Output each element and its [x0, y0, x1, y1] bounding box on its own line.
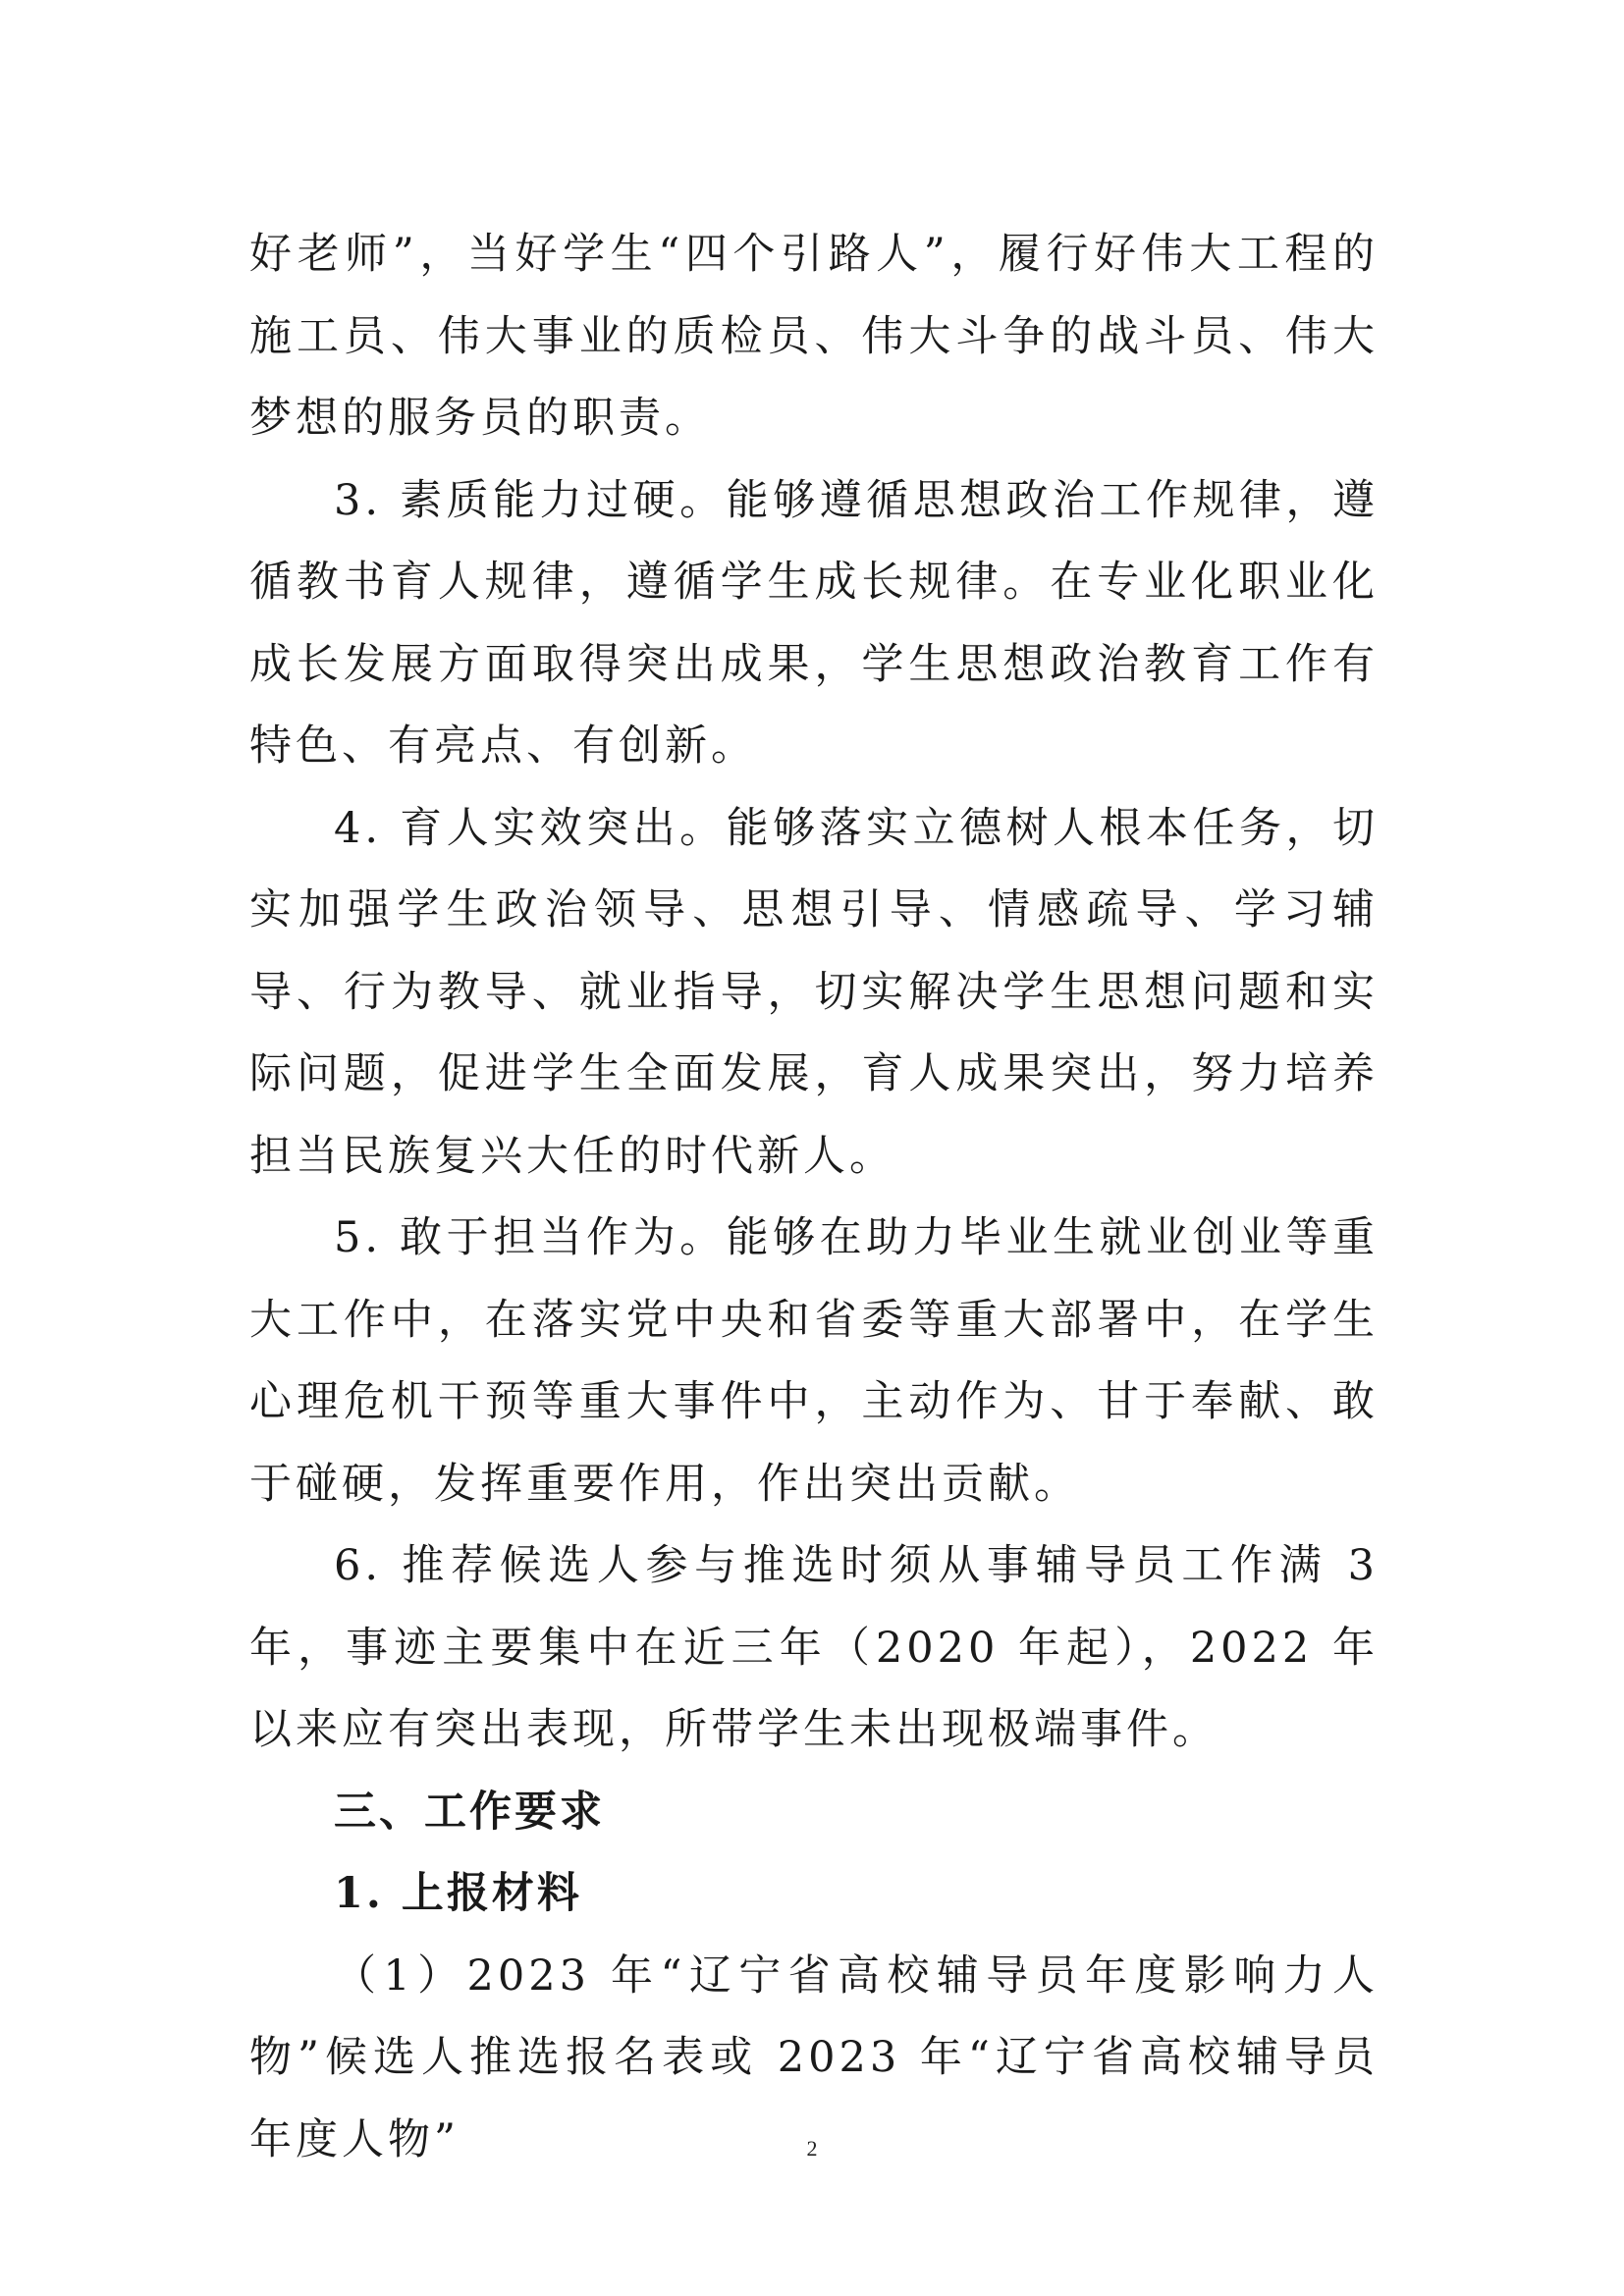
paragraph-continuation: 好老师”，当好学生“四个引路人”，履行好伟大工程的施工员、伟大事业的质检员、伟大斗争的战斗员、伟大梦想的服务员的职责。 — [249, 230, 1379, 443]
paragraph-criterion-5: 5. 敢于担当作为。能够在助力毕业生就业创业等重大工作中，在落实党中央和省委等重大部署中，在学生心理危机干预等重大事件中，主动作为、甘于奉献、敢于碰硬，发挥重要作用，作出突出贡献。 — [249, 1213, 1379, 1509]
page-number: 2 — [806, 2136, 818, 2161]
sub-heading-submit-materials: 1. 上报材料 — [334, 1869, 582, 1918]
document-page — [249, 214, 1379, 2181]
paragraph-criterion-6: 6. 推荐候选人参与推选时须从事辅导员工作满 3 年，事迹主要集中在近三年（2020 年起），2022 年以来应有突出表现，所带学生未出现极端事件。 — [249, 1541, 1379, 1754]
paragraph-criterion-4: 4. 育人实效突出。能够落实立德树人根本任务，切实加强学生政治领导、思想引导、情感疏导、学习辅导、行为教导、就业指导，切实解决学生思想问题和实际问题，促进学生全面发展，育人成果突出，努力培养担当民族复兴大任的时代新人。 — [249, 803, 1379, 1181]
paragraph-materials-item-1: （1）2023 年“辽宁省高校辅导员年度影响力人物”候选人推选报名表或 2023 年“辽宁省高校辅导员年度人物” — [249, 1950, 1379, 2164]
paragraph-criterion-3: 3. 素质能力过硬。能够遵循思想政治工作规律，遵循教书育人规律，遵循学生成长规律。在专业化职业化成长发展方面取得突出成果，学生思想政治教育工作有特色、有亮点、有创新。 — [249, 475, 1379, 771]
section-heading-work-requirements: 三、工作要求 — [334, 1787, 605, 1837]
